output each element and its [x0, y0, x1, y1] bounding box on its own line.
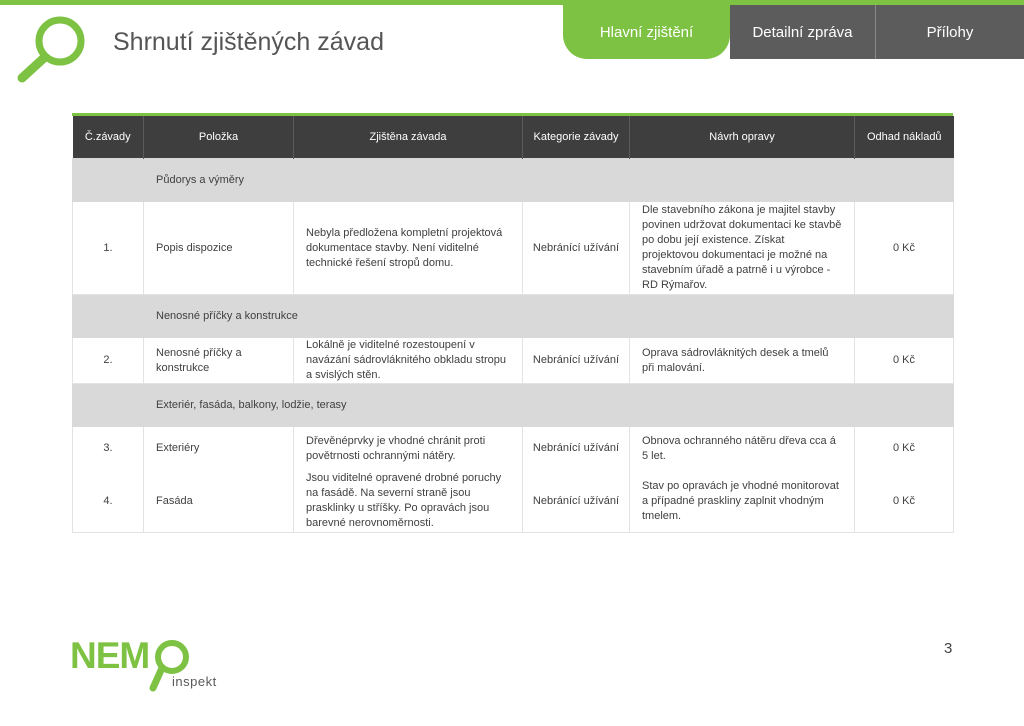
column-header-defect: Zjištěna závada — [294, 116, 523, 159]
section-title: Nenosné příčky a konstrukce — [144, 295, 954, 338]
column-header-repair: Návrh opravy — [630, 116, 855, 159]
tab-main-findings[interactable]: Hlavní zjištění — [563, 5, 730, 59]
table-row — [73, 470, 954, 533]
cost-estimate: 0 Kč — [855, 202, 954, 295]
repair-proposal: Obnova ochranného nátěru dřeva cca á 5 let. — [630, 427, 855, 471]
cost-estimate: 0 Kč — [855, 338, 954, 384]
section-number-cell — [73, 159, 144, 202]
defect-number: 4. — [73, 470, 144, 533]
defect-number: 2. — [73, 338, 144, 384]
repair-proposal: Dle stavebního zákona je majitel stavby povinen udržovat dokumentaci ke stavbě po dobu její existence. Získat projektovou dokumentaci je možné na stavebním úřadě a patrně i u výrobce - RD Rýmařov. — [630, 202, 855, 295]
section-title: Půdorys a výměry — [144, 159, 954, 202]
column-header-item: Položka — [144, 116, 294, 159]
cost-estimate: 0 Kč — [855, 427, 954, 471]
table-row — [73, 427, 954, 471]
section-row — [73, 384, 954, 427]
defect-description: Dřevěnéprvky je vhodné chránit proti povětrnosti ochrannými nátěry. — [294, 427, 523, 471]
table-row — [73, 338, 954, 384]
defect-category: Nebránící užívání — [523, 470, 630, 533]
defect-description: Nebyla předložena kompletní projektová dokumentace stavby. Není viditelné technické řešení stropů domu. — [294, 202, 523, 295]
table-header-row — [73, 116, 954, 159]
section-number-cell — [73, 295, 144, 338]
cost-estimate: 0 Kč — [855, 470, 954, 533]
defect-description: Jsou viditelné opravené drobné poruchy na fasádě. Na severní straně jsou prasklinky u stříšky. Po opravách jsou barevné nerovnoměrnosti. — [294, 470, 523, 533]
defects-table-wrapper — [72, 113, 953, 533]
logo-subtext: inspekt — [172, 674, 217, 689]
tab-bar — [563, 5, 1024, 59]
defect-item: Fasáda — [144, 470, 294, 533]
table-row — [73, 202, 954, 295]
tab-attachments[interactable]: Přílohy — [876, 5, 1024, 59]
repair-proposal: Stav po opravách je vhodné monitorovat a případné praskliny zaplnit vhodným tmelem. — [630, 470, 855, 533]
defects-table — [72, 116, 954, 533]
page-title: Shrnutí zjištěných závad — [113, 28, 384, 56]
defect-item: Popis dispozice — [144, 202, 294, 295]
page-number: 3 — [944, 640, 953, 657]
nemo-inspekt-logo — [70, 634, 230, 698]
defect-item: Exteriéry — [144, 427, 294, 471]
defect-category: Nebránící užívání — [523, 202, 630, 295]
logo-text: NEM — [70, 635, 150, 676]
section-number-cell — [73, 384, 144, 427]
repair-proposal: Oprava sádrovláknitých desek a tmelů při malování. — [630, 338, 855, 384]
section-title: Exteriér, fasáda, balkony, lodžie, terasy — [144, 384, 954, 427]
defect-item: Nenosné příčky a konstrukce — [144, 338, 294, 384]
defect-category: Nebránící užívání — [523, 427, 630, 471]
defect-number: 3. — [73, 427, 144, 471]
defect-description: Lokálně je viditelné rozestoupení v navázání sádrovláknitého obkladu stropu a svislých stěn. — [294, 338, 523, 384]
defect-category: Nebránící užívání — [523, 338, 630, 384]
column-header-category: Kategorie závady — [523, 116, 630, 159]
column-header-cost: Odhad nákladů — [855, 116, 954, 159]
magnifier-icon — [14, 12, 90, 86]
section-row — [73, 295, 954, 338]
defect-number: 1. — [73, 202, 144, 295]
section-row — [73, 159, 954, 202]
tab-detailed-report[interactable]: Detailní zpráva — [730, 5, 876, 59]
column-header-number: Č.závady — [73, 116, 144, 159]
